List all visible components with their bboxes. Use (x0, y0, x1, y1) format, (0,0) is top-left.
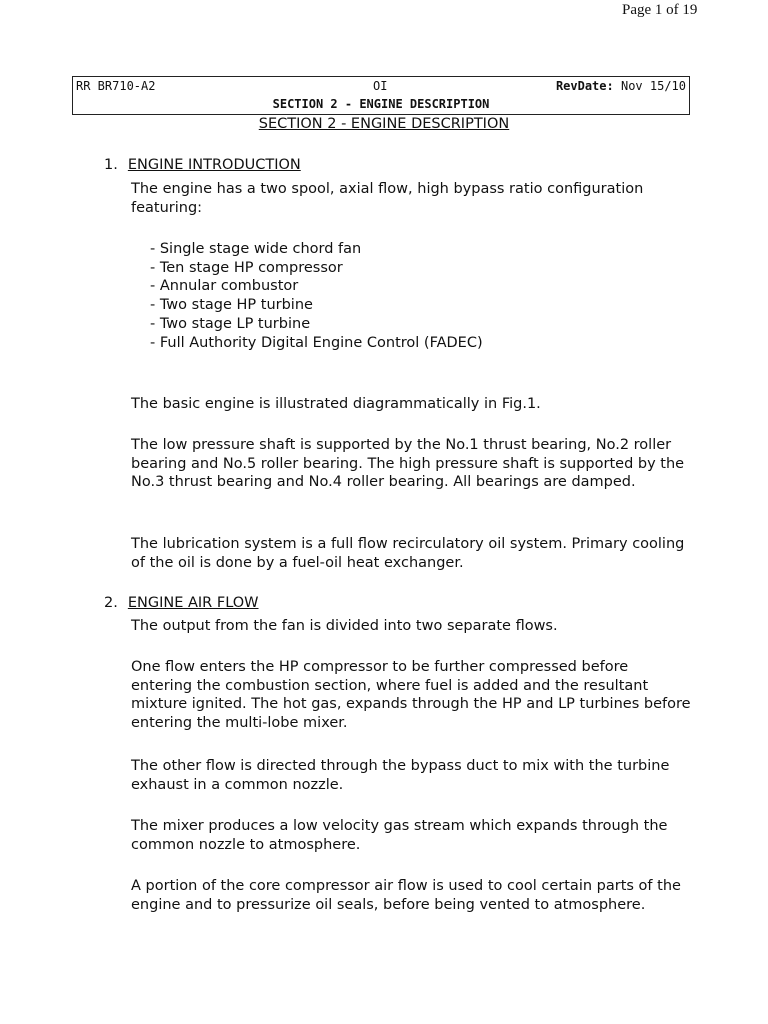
list-item: - Full Authority Digital Engine Control (FADEC) (150, 334, 483, 351)
paragraph: The other flow is directed through the bypass duct to mix with the turbine exhaust in a common nozzle. (131, 758, 670, 793)
paragraph: The low pressure shaft is supported by the No.1 thrust bearing, No.2 roller bearing and No.5 roller bearing. The high pressure shaft is supported by the No.3 thrust bearing and No.4 roller bearing. All bearings are damped. (131, 437, 685, 490)
document-header-box (72, 76, 690, 115)
section-2-title: ENGINE AIR FLOW (127, 595, 259, 611)
paragraph: The mixer produces a low velocity gas stream which expands through the common nozzle to atmosphere. (131, 818, 668, 853)
paragraph: The output from the fan is divided into two separate flows. (131, 618, 558, 634)
section-2-heading (104, 595, 259, 611)
doc-type: OI (373, 79, 388, 93)
feature-list (150, 240, 483, 352)
list-item: - Annular combustor (150, 278, 299, 295)
header-section-title: SECTION 2 - ENGINE DESCRIPTION (272, 97, 490, 111)
rev-date (556, 79, 686, 93)
list-item: - Ten stage HP compressor (150, 259, 343, 276)
paragraph: One flow enters the HP compressor to be further compressed before entering the combustion section, where fuel is added and the resultant mixture ignited. The hot gas, expands through the HP and LP turbines before entering the multi-lobe mixer. (131, 659, 691, 731)
list-item: - Single stage wide chord fan (150, 241, 362, 257)
list-item: - Two stage LP turbine (150, 315, 311, 332)
section-1-heading (104, 157, 301, 173)
rev-date-label: RevDate: (555, 79, 614, 93)
paragraph: The basic engine is illustrated diagrammatically in Fig.1. (131, 396, 541, 412)
paragraph: The lubrication system is a full flow recirculatory oil system. Primary cooling of the oil is done by a fuel-oil heat exchanger. (131, 536, 685, 571)
section-1-title: ENGINE INTRODUCTION (127, 157, 301, 173)
list-item: - Two stage HP turbine (150, 297, 313, 314)
section-1-intro: The engine has a two spool, axial flow, high bypass ratio configuration featuring: (131, 181, 644, 216)
section-title: SECTION 2 - ENGINE DESCRIPTION (258, 116, 510, 132)
paragraph: A portion of the core compressor air flow is used to cool certain parts of the engine and to pressurize oil seals, before being vented to atmosphere. (131, 878, 681, 913)
doc-id: RR BR710-A2 (76, 79, 156, 93)
section-2-number: 2. (104, 595, 118, 611)
section-1-number: 1. (104, 157, 118, 173)
page-number: Page 1 of 19 (622, 2, 698, 18)
rev-date-value: Nov 15/10 (620, 79, 686, 93)
